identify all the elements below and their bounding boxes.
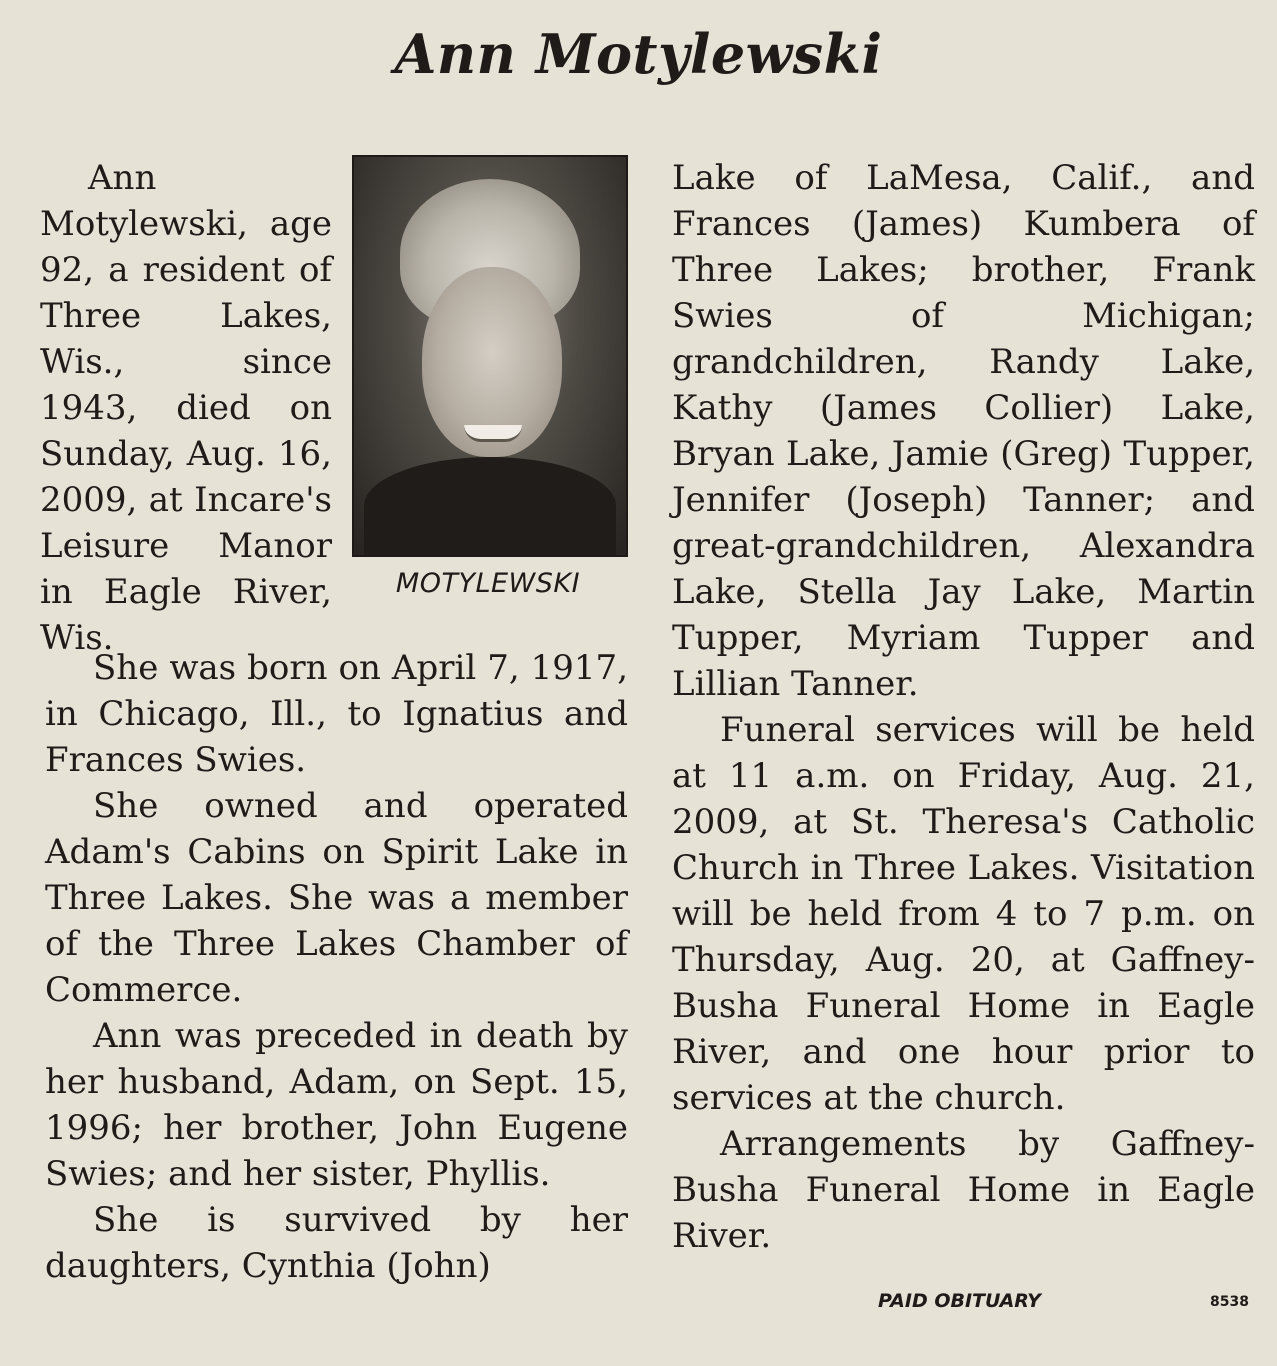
paragraph-preceded: Ann was preceded in death by her husband, Adam, on Sept. 15, 1996; her brother, John Eugene Swies; and her sister, Phyllis. — [45, 1016, 628, 1194]
ad-code: 8538 — [1210, 1294, 1249, 1310]
obituary-title: Ann Motylewski — [394, 22, 883, 86]
photo-caption: MOTYLEWSKI — [395, 568, 581, 599]
paragraph-birth: She was born on April 7, 1917, in Chicago, Ill., to Ignatius and Frances Swies. — [45, 648, 628, 780]
column-1-body — [45, 645, 628, 1289]
photo-smile — [464, 425, 522, 442]
intro-paragraph: Ann Motylewski, age 92, a resident of Three Lakes, Wis., since 1943, died on Sunday, Aug. 16, 2009, at Incare's Leisure Manor in Eagle River, Wis. — [40, 158, 332, 658]
paragraph-survived-cont: Lake of LaMesa, Calif., and Frances (James) Kumbera of Three Lakes; brother, Frank Swies of Michigan; grandchildren, Randy Lake, Kathy (James Collier) Lake, Bryan Lake, Jamie (Greg) Tupper, Jennifer (Joseph) Tanner; and great-grandchildren, Alexandra Lake, Stella Jay Lake, Martin Tupper, Myriam Tupper and Lillian Tanner. — [672, 158, 1255, 704]
paragraph-business: She owned and operated Adam's Cabins on Spirit Lake in Three Lakes. She was a member of the Three Lakes Chamber of Commerce. — [45, 786, 628, 1010]
paragraph-services: Funeral services will be held at 11 a.m. on Friday, Aug. 21, 2009, at St. Theresa's Catholic Church in Three Lakes. Visitation will be held from 4 to 7 p.m. on Thursday, Aug. 20, at Gaffney-Busha Funeral Home in Eagle River, and one hour prior to services at the church. — [672, 710, 1255, 1118]
intro-paragraph-wrap — [40, 155, 332, 661]
paragraph-survived-start: She is survived by her daughters, Cynthia (John) — [45, 1200, 628, 1286]
paid-obituary-label: PAID OBITUARY — [878, 1290, 1041, 1312]
portrait-photo — [352, 155, 628, 557]
photo-body — [364, 457, 616, 555]
paragraph-arrangements: Arrangements by Gaffney-Busha Funeral Home in Eagle River. — [672, 1124, 1255, 1256]
column-2-body — [672, 155, 1255, 1259]
